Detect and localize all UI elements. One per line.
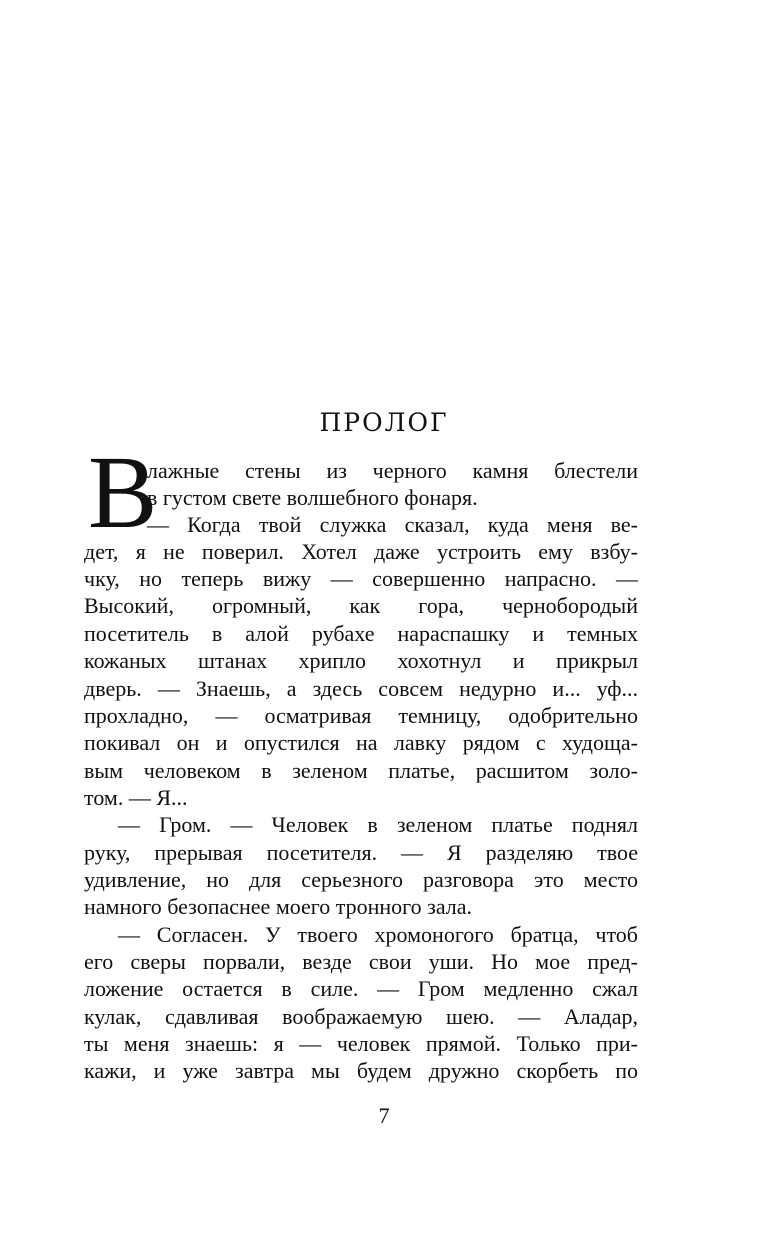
text-line: дверь. — Знаешь, а здесь совсем недурно и... уф... <box>84 676 638 701</box>
text-line: кулак, сдавливая воображаемую шею. — Аладар, <box>84 1004 638 1029</box>
text-line: прохладно, — осматривая темницу, одобрительно <box>84 703 638 728</box>
text-line: ложение остается в силе. — Гром медленно сжал <box>84 976 638 1001</box>
text-line: лажные стены из черного камня блестели <box>147 458 638 483</box>
page-number: 7 <box>378 1103 390 1128</box>
text-line: намного безопаснее моего тронного зала. <box>84 894 473 919</box>
text-line: ты меня знаешь: я — человек прямой. Только при- <box>84 1031 638 1056</box>
text-line: покивал он и опустился на лавку рядом с худоща- <box>84 730 638 755</box>
text-line: чку, но теперь вижу — совершенно напрасно. — <box>84 566 638 591</box>
text-line: том. — Я... <box>84 785 188 810</box>
text-line: в густом свете волшебного фонаря. <box>147 485 478 510</box>
text-line: кожаных штанах хрипло хохотнул и прикрыл <box>84 648 638 673</box>
text-line: — Когда твой служка сказал, куда меня ве- <box>147 512 638 537</box>
text-line: руку, прерывая посетителя. — Я разделяю твое <box>84 840 638 865</box>
text-line: посетитель в алой рубахе нараспашку и темных <box>84 621 638 646</box>
text-line: его сверы порвали, везде свои уши. Но мое пред- <box>84 949 638 974</box>
text-line: — Согласен. У твоего хромоногого братца, чтоб <box>118 922 638 947</box>
drop-cap: В <box>88 435 158 550</box>
chapter-title: ПРОЛОГ <box>319 408 449 437</box>
text-line: — Гром. — Человек в зеленом платье поднял <box>118 812 638 837</box>
text-line: вым человеком в зеленом платье, расшитом золо- <box>84 758 638 783</box>
text-line: удивление, но для серьезного разговора это место <box>84 867 638 892</box>
text-line: кажи, и уже завтра мы будем дружно скорбеть по <box>84 1058 638 1083</box>
text-line: Высокий, огромный, как гора, чернобородый <box>84 593 638 618</box>
text-line: дет, я не поверил. Хотел даже устроить ему взбу- <box>84 539 638 564</box>
